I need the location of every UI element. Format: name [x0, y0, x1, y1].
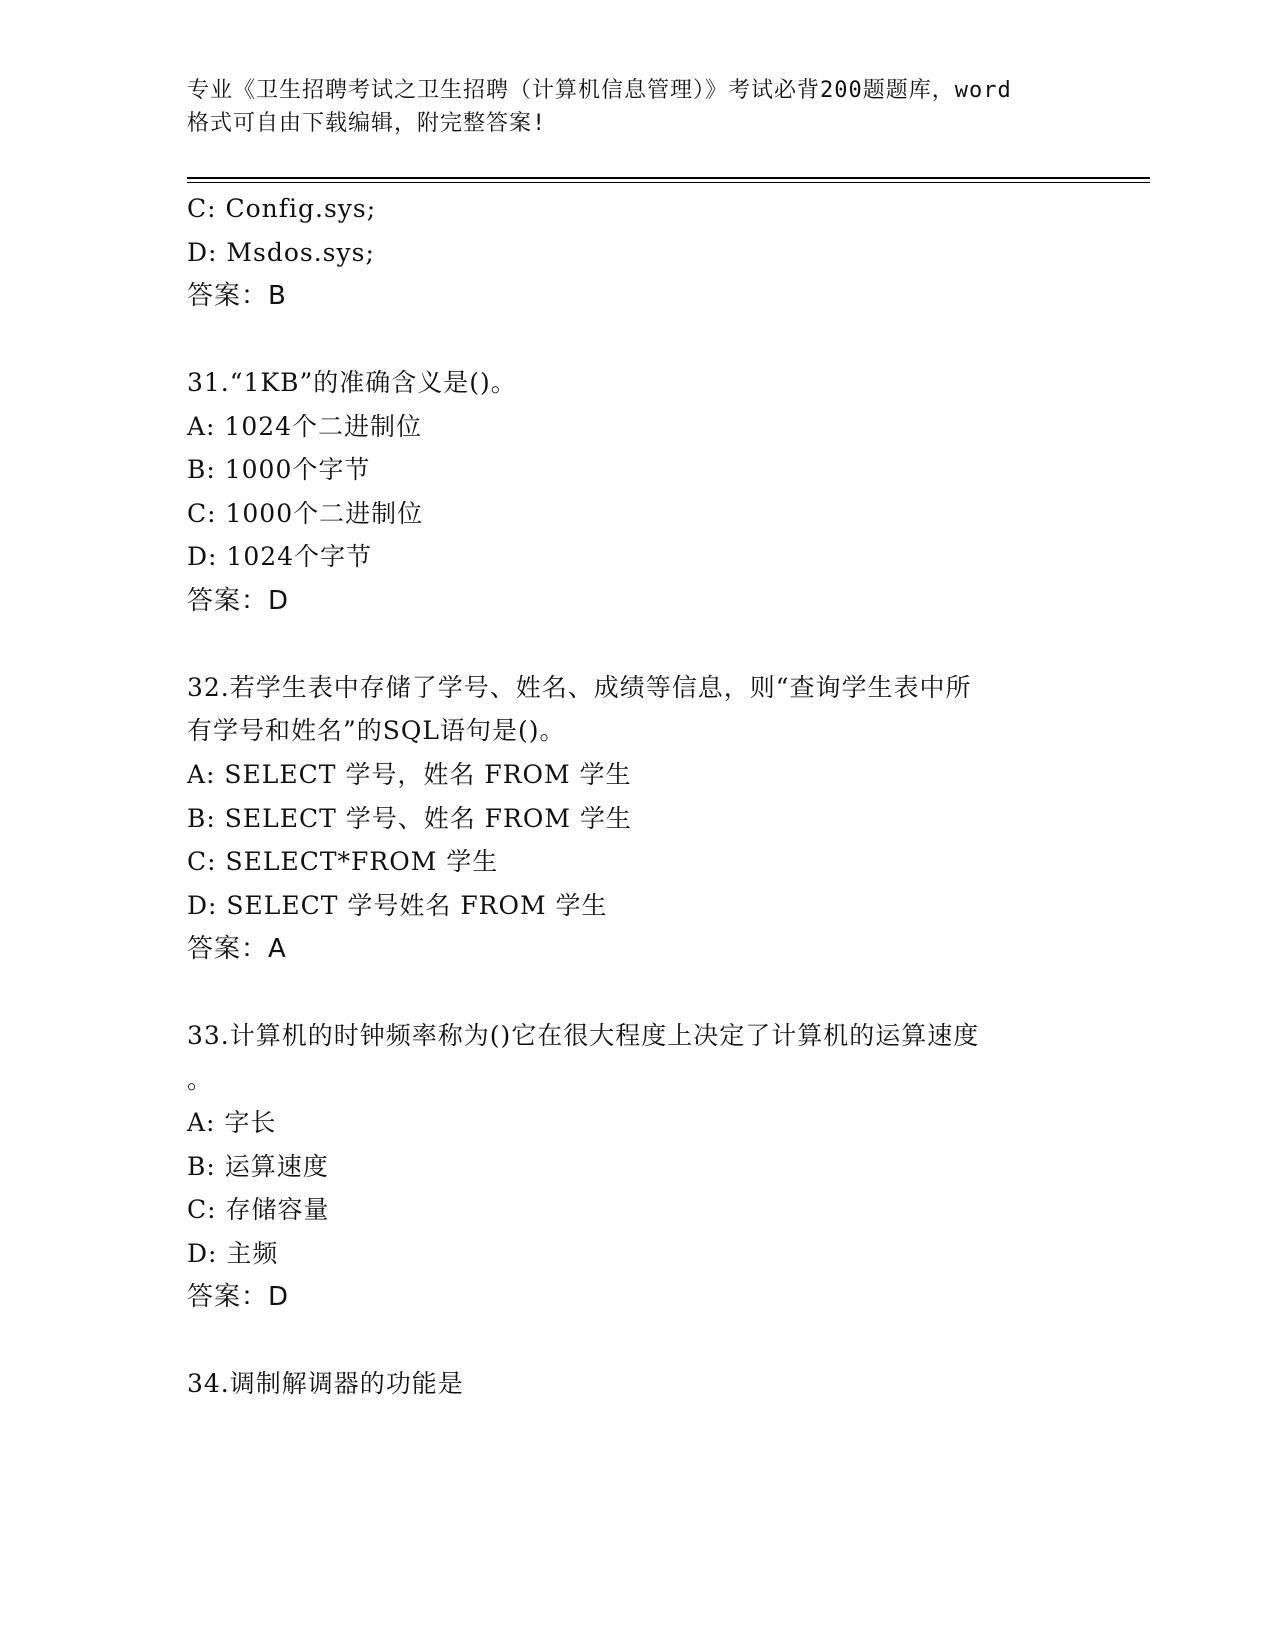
q32-answer: 答案：A — [187, 934, 287, 964]
q31-answer: 答案：D — [187, 586, 290, 616]
header-rule-thin — [187, 182, 1150, 183]
q31-option-a: A: 1024个二进制位 — [187, 412, 423, 441]
q33-stem-line-2: 。 — [187, 1065, 214, 1094]
q33-option-b: B: 运算速度 — [187, 1152, 329, 1181]
header-line-1: 专业《卫生招聘考试之卫生招聘（计算机信息管理）》考试必背200题题库，word — [187, 78, 1012, 103]
q32-option-c: C: SELECT*FROM 学生 — [187, 847, 499, 876]
q33-option-a: A: 字长 — [187, 1108, 277, 1137]
q33-option-d: D: 主频 — [187, 1239, 279, 1268]
q33-stem-line-1: 33.计算机的时钟频率称为()它在很大程度上决定了计算机的运算速度 — [187, 1021, 980, 1050]
q33-option-c: C: 存储容量 — [187, 1195, 330, 1224]
q30-answer: 答案：B — [187, 281, 287, 311]
header-rule-thick — [187, 177, 1150, 179]
q30-option-d: D: Msdos.sys; — [187, 238, 375, 267]
q31-option-c: C: 1000个二进制位 — [187, 499, 424, 528]
q31-stem: 31.“1KB”的准确含义是()。 — [187, 368, 517, 397]
q32-stem-line-1: 32.若学生表中存储了学号、姓名、成绩等信息，则“查询学生表中所 — [187, 673, 972, 702]
q32-stem-line-2: 有学号和姓名”的SQL语句是()。 — [187, 716, 566, 745]
q34-stem: 34.调制解调器的功能是 — [187, 1369, 464, 1398]
q33-answer: 答案：D — [187, 1282, 290, 1312]
q32-option-a: A: SELECT 学号，姓名 FROM 学生 — [187, 760, 632, 789]
document-header — [187, 74, 1087, 140]
header-line-2: 格式可自由下载编辑，附完整答案! — [187, 111, 547, 136]
q30-option-c: C: Config.sys; — [187, 194, 377, 223]
q32-option-b: B: SELECT 学号、姓名 FROM 学生 — [187, 804, 632, 833]
q32-option-d: D: SELECT 学号姓名 FROM 学生 — [187, 891, 608, 920]
q31-option-b: B: 1000个字节 — [187, 455, 371, 484]
q31-option-d: D: 1024个字节 — [187, 542, 373, 571]
